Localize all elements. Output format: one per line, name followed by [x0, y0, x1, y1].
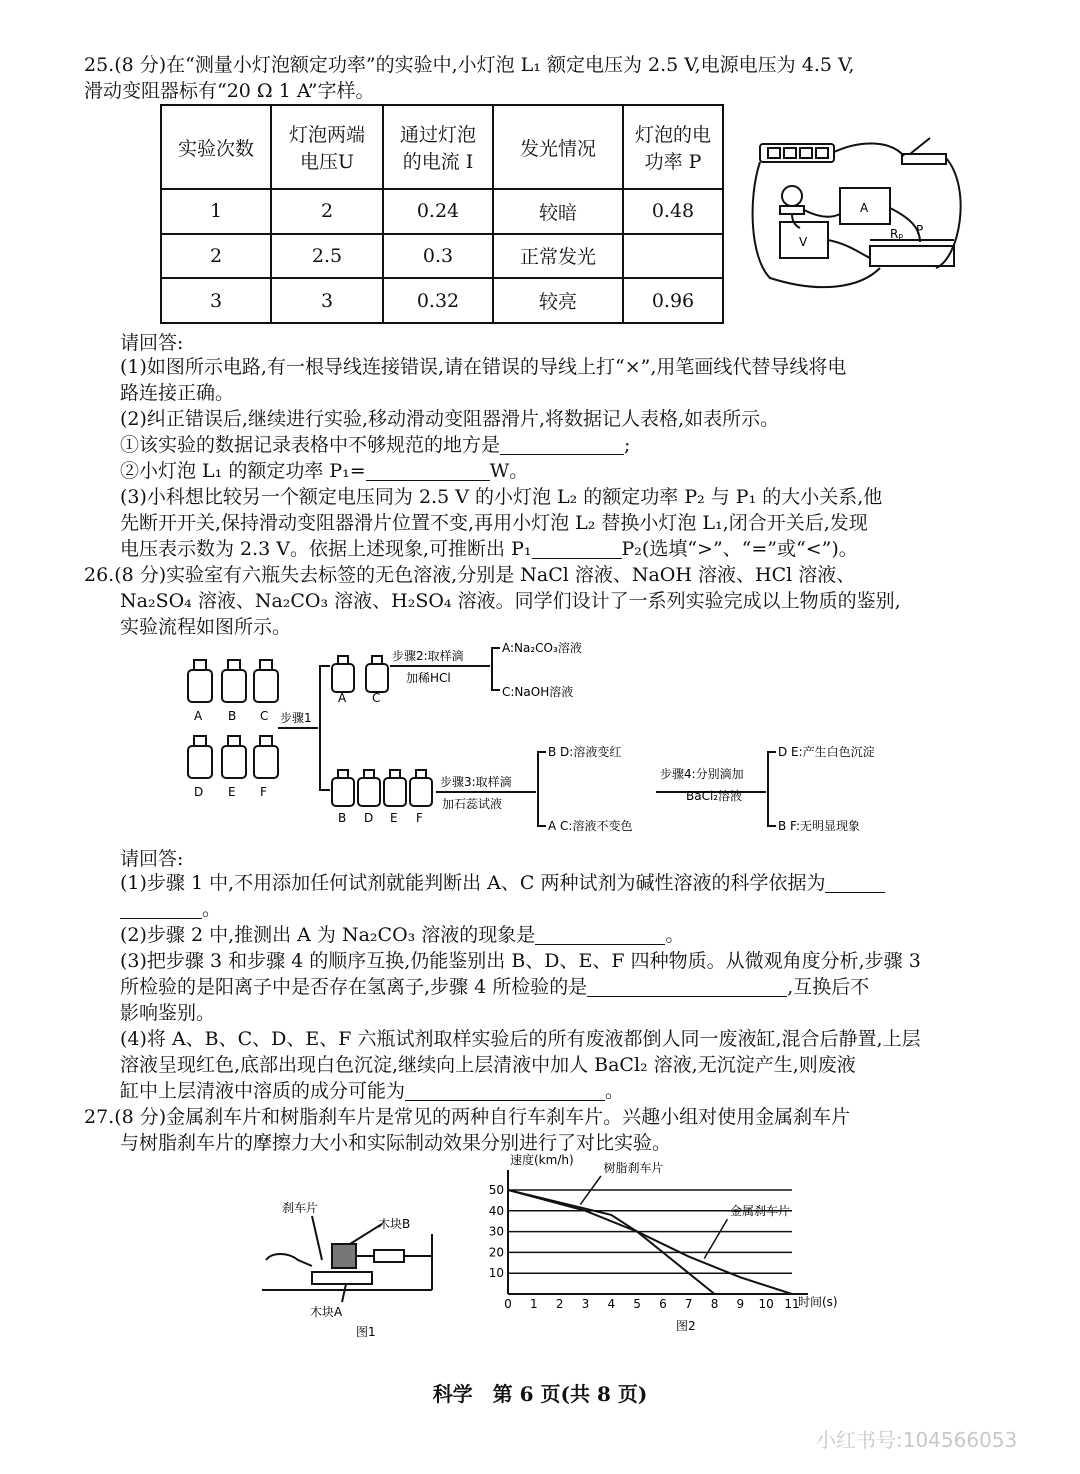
answer-blank[interactable]: [366, 460, 490, 481]
q26-p4-a: (4)将 A、B、C、D、E、F 六瓶试剂取样实验后的所有废液都倒人同一废液缸,混合后静置,上层: [120, 1028, 921, 1050]
answer-blank[interactable]: [500, 434, 624, 455]
circuit-diagram: [740, 118, 980, 308]
block-b: [332, 1244, 356, 1268]
series-label-resin: 树脂刹车片: [603, 1161, 664, 1175]
svg-text:F: F: [260, 785, 267, 799]
q26-p4-b: 溶液呈现红色,底部出现白色沉淀,继续向上层清液中加人 BaCl₂ 溶液,无沉淀产生,则废液: [120, 1054, 856, 1076]
rheostat-label: Rₚ: [890, 227, 904, 241]
q25-p3-c: 电压表示数为 2.3 V。依据上述现象,可推断出 P₁ P₂(选填“>”、“=”或“<”)。: [120, 538, 858, 560]
page-footer: 科学 第 6 页(共 8 页): [432, 1382, 648, 1406]
q26-line1: 26.(8 分)实验室有六瓶失去标签的无色溶液,分别是 NaCl 溶液、NaOH 溶液、HCl 溶液、: [84, 564, 856, 586]
result-a: A:Na₂CO₃溶液: [502, 641, 582, 655]
switch-base: [902, 154, 946, 164]
figure-1-friction-setup: [262, 1194, 462, 1342]
q26-prompt: 请回答:: [120, 848, 184, 870]
q26-p1-a: (1)步骤 1 中,不用添加任何试剂就能判断出 A、C 两种试剂为碱性溶液的科学依据为: [120, 870, 885, 896]
result-de: D E:产生白色沉淀: [778, 745, 875, 759]
q25-p1-a: (1)如图所示电路,有一根导线连接错误,请在错误的导线上打“×”,用笔画线代替导线将电: [120, 356, 847, 378]
q25-p2-2: ②小灯泡 L₁ 的额定功率 P₁= W。: [120, 460, 529, 482]
y-tick-label: 50: [488, 1183, 504, 1197]
q25-p3-a: (3)小科想比较另一个额定电压同为 2.5 V 的小灯泡 L₂ 的额定功率 P₂ 与 P₁ 的大小关系,他: [120, 486, 883, 508]
y-tick-label: 30: [488, 1224, 504, 1239]
q25-p2: (2)纠正错误后,继续进行实验,移动滑动变阻器滑片,将数据记人表格,如表所示。: [120, 408, 780, 430]
q25-line2: 滑动变阻器标有“20 Ω 1 A”字样。: [84, 80, 375, 102]
answer-blank[interactable]: [535, 924, 665, 945]
svg-text:B: B: [228, 709, 237, 723]
y-tick-label: 10: [488, 1266, 504, 1281]
block-a: [312, 1272, 372, 1284]
block-a-label: 木块A: [310, 1305, 343, 1319]
answer-blank[interactable]: [587, 976, 787, 997]
voltmeter-label: V: [799, 235, 808, 249]
result-bf: B F:无明显现象: [778, 819, 861, 833]
svg-text:D: D: [364, 811, 374, 825]
table-header-row: [161, 105, 723, 189]
q25-prompt: 请回答:: [120, 332, 184, 354]
q26-p3-b: 所检验的是阳离子中是否存在氢离子,步骤 4 所检验的是 ,互换后不: [120, 976, 870, 998]
answer-blank[interactable]: [120, 898, 202, 919]
q26-p3-a: (3)把步骤 3 和步骤 4 的顺序互换,仍能鉴别出 B、D、E、F 四种物质。从微观角度分析,步骤 3: [120, 950, 921, 972]
answer-blank[interactable]: [405, 1080, 605, 1101]
q25-p1-b: 路连接正确。: [120, 382, 235, 404]
bulb: [782, 186, 802, 206]
table-row: 2 2.5 0.3 正常发光: [161, 234, 723, 279]
svg-text:加石蕊试液: 加石蕊试液: [442, 797, 503, 811]
slider-label: P: [916, 223, 924, 237]
q26-line2: Na₂SO₄ 溶液、Na₂CO₃ 溶液、H₂SO₄ 溶液。同学们设计了一系列实验完成以上物质的鉴别,: [120, 590, 901, 612]
result-bd: B D:溶液变红: [548, 745, 622, 759]
q25-data-table: [160, 104, 724, 324]
q26-line3: 实验流程如图所示。: [120, 616, 292, 638]
figure-2-speed-time-chart: [480, 1150, 860, 1340]
q27-line1: 27.(8 分)金属刹车片和树脂刹车片是常见的两种自行车刹车片。兴趣小组对使用金属刹车片: [84, 1106, 851, 1128]
svg-text:C: C: [372, 691, 381, 705]
step3-label: 步骤3:取样滴: [440, 775, 512, 789]
series-label-metal: 金属刹车片: [730, 1203, 791, 1218]
x-tick-label: 5: [633, 1297, 641, 1311]
header-cell: 灯泡的电 功率 P: [623, 105, 723, 189]
x-tick-label: 6: [659, 1297, 667, 1311]
y-tick-label: 20: [488, 1245, 504, 1260]
spring-scale: [374, 1250, 404, 1262]
q25-line1: 25.(8 分)在“测量小灯泡额定功率”的实验中,小灯泡 L₁ 额定电压为 2.5 V,电源电压为 4.5 V,: [84, 54, 855, 76]
ammeter-label: A: [860, 201, 869, 215]
svg-text:A: A: [338, 691, 347, 705]
svg-text:F: F: [416, 811, 423, 825]
answer-blank[interactable]: [825, 872, 885, 893]
x-tick-label: 0: [504, 1297, 512, 1311]
step4-label: 步骤4:分别滴加: [660, 767, 744, 781]
x-tick-label: 11: [784, 1297, 800, 1311]
header-cell: 实验次数: [161, 105, 271, 189]
q26-p4-c: 缸中上层清液中溶质的成分可能为 。: [120, 1080, 625, 1102]
x-tick-label: 4: [607, 1297, 616, 1311]
x-tick-label: 7: [684, 1297, 693, 1311]
block-b-label: 木块B: [378, 1217, 411, 1231]
result-c: C:NaOH溶液: [502, 685, 574, 699]
x-tick-label: 3: [581, 1297, 590, 1311]
q26-p3-c: 影响鉴别。: [120, 1002, 216, 1024]
svg-text:D: D: [194, 785, 204, 799]
svg-text:B: B: [338, 811, 347, 825]
chart-y-label: 速度(km/h): [510, 1153, 574, 1167]
svg-text:C: C: [260, 709, 269, 723]
q26-p2: (2)步骤 2 中,推测出 A 为 Na₂CO₃ 溶液的现象是 。: [120, 924, 685, 946]
watermark: 小红书号:104566053: [816, 1428, 1018, 1452]
brake-pad-label: 刹车片: [282, 1201, 319, 1215]
rheostat-body: [870, 246, 954, 266]
header-cell: 灯泡两端 电压U: [271, 105, 383, 189]
x-tick-label: 9: [736, 1297, 745, 1311]
answer-blank[interactable]: [532, 538, 622, 559]
svg-text:加稀HCl: 加稀HCl: [406, 671, 451, 685]
chart-x-label: 时间(s): [798, 1295, 838, 1309]
step1-label: 步骤1: [280, 711, 312, 725]
y-tick-label: 40: [488, 1203, 504, 1218]
figure-2-caption: 图2: [676, 1319, 696, 1333]
svg-text:E: E: [390, 811, 398, 825]
result-ac: A C:溶液不变色: [548, 819, 633, 833]
q25-p2-1: ①该实验的数据记录表格中不够规范的地方是 ;: [120, 434, 631, 456]
q27-line2: 与树脂刹车片的摩擦力大小和实际制动效果分别进行了对比实验。: [120, 1132, 672, 1154]
svg-text:E: E: [228, 785, 236, 799]
flow-diagram: [180, 640, 900, 840]
x-tick-label: 8: [710, 1297, 719, 1311]
x-tick-label: 10: [758, 1297, 774, 1311]
header-cell: 发光情况: [493, 105, 623, 189]
svg-text:BaCl₂溶液: BaCl₂溶液: [686, 789, 743, 803]
figure-1-caption: 图1: [356, 1325, 376, 1339]
q26-p1-b: 。: [120, 896, 221, 922]
table-row: 3 3 0.32 较亮 0.96: [161, 278, 723, 323]
x-tick-label: 1: [529, 1297, 538, 1311]
x-tick-label: 2: [555, 1297, 564, 1311]
q25-p3-b: 先断开开关,保持滑动变阻器滑片位置不变,再用小灯泡 L₂ 替换小灯泡 L₁,闭合开关后,发现: [120, 512, 868, 534]
series-line-0: [508, 1190, 715, 1294]
step2-label: 步骤2:取样滴: [392, 649, 464, 663]
table-row: 1 2 0.24 较暗 0.48: [161, 189, 723, 234]
header-cell: 通过灯泡 的电流 I: [383, 105, 493, 189]
svg-text:A: A: [194, 709, 203, 723]
hand: [266, 1254, 312, 1266]
